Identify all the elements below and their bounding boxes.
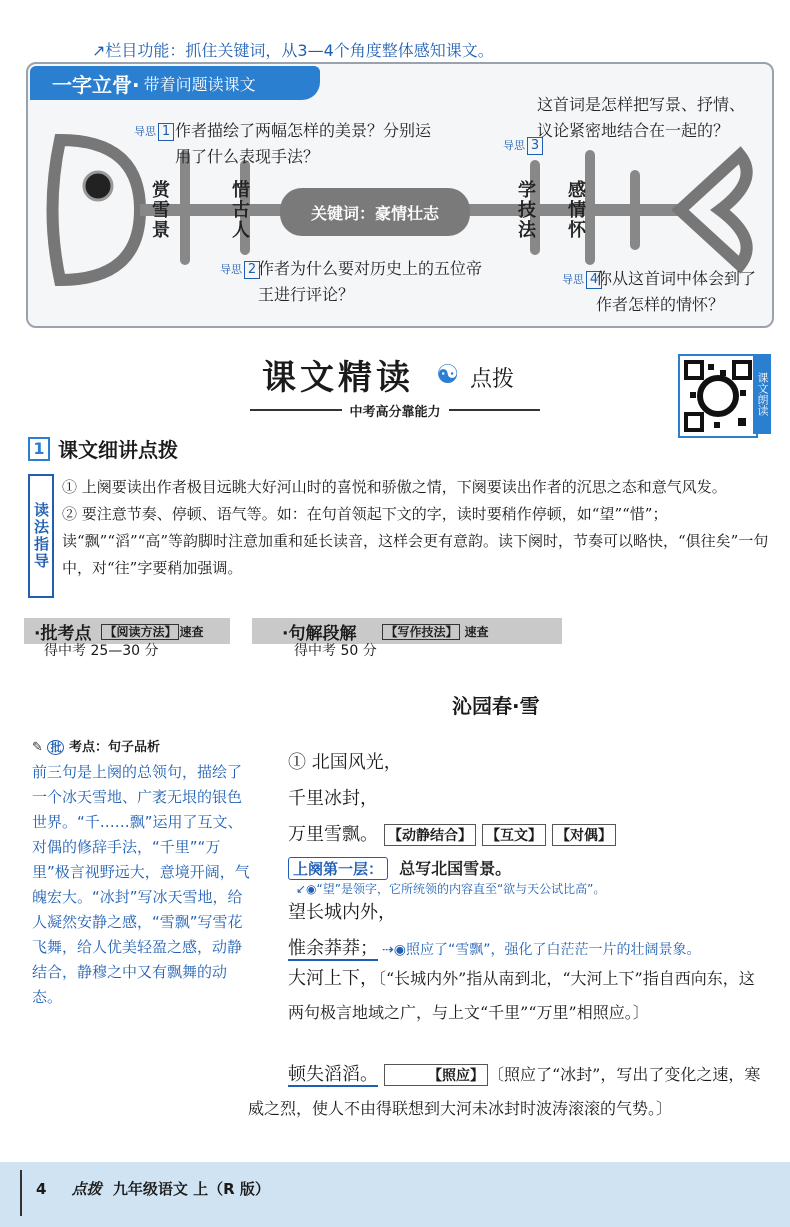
brand-logo: 点拨 [71,1180,102,1198]
arrow-icon: ↗ [92,41,106,60]
badge-intertext: 【互文】 [482,824,546,846]
tag-sub: 带着问题读课文 [143,74,256,94]
side-note-body: 前三句是上阕的总领句，描绘了一个冰天雪地、广袤无垠的银色世界。“千……飘”运用了互文、对偶的修辞手法，“千里”“万里”极言视野远大，意境开阔，气魄宏大。“冰封”写冰天雪地，给人凝然安静之感，“雪飘”写雪花飞舞，给人优美轻盈之感，动静结合，静穆之中又有飘舞的动态。 [32,763,250,1006]
page-subtitle: 点拨 [470,367,515,392]
bone-label-1: 赏雪景 [149,180,170,240]
handwritten-note-1: ↙◉“望”是领字，它所统领的内容直至“欲与天公试比高”。 [296,882,606,896]
poem-line-6: 大河上下，〔“长城内外”指从南到北，“大河上下”指自西向东，这两句极言地域之广，与上文“千里”“万里”相照应。〕 [288,968,755,1022]
poem-line-3: 万里雪飘。 【动静结合】 【互文】 【对偶】 [288,820,616,846]
book-title: 九年级语文 上（R 版） [112,1180,270,1198]
guide-item-2: ② 要注意节奏、停顿、语气等。如：在句首领起下文的字，读时要稍作停顿，如“望”“惜”；读“飘”“滔”“高”等韵脚时注意加重和延长读音，这样会更有意韵。读下阕时，节奏可以略快，“俱往矣”一句中，对“往”字要稍加强调。 [62,505,769,577]
pen-icon: ✎ [32,740,43,755]
qr-code-icon [680,356,756,436]
qr-code[interactable] [678,354,758,438]
question-2: 作者为什么要对历史上的五位帝王进行评论？ [258,259,483,304]
poem-line-4: 望长城内外， [288,902,396,923]
layer-heading: 上阕第一层： 总写北国雪景。 [288,856,511,880]
right-score: 得中考 50 分 [294,643,377,659]
poem-line-1: ① 北国风光， [288,752,402,773]
question-3: 这首词是怎样把写景、抒情、议论紧密地结合在一起的？ [537,95,746,140]
guide-q1: 导思 1 [134,120,174,141]
poem-line-7: 顿失滔滔。 【照应】 〔照应了“冰封”，写出了变化之速，寒威之烈，使人不由得联想到大河未冰封时波涛滚滚的气势。〕 [248,1064,761,1118]
keyword-pill: 关键词：豪情壮志 [280,188,470,236]
reading-guide-body [62,474,770,582]
bone-label-2: 惜古人 [229,180,250,240]
bone-label-4: 感情怀 [565,180,586,240]
tab-sentence-analysis: ·句解段解 【写作技法】 速查 [252,618,562,644]
reading-guide-label: 读法指导 [28,474,54,598]
guide-q3: 导思 3 [503,134,543,155]
page-number: 4 [36,1180,47,1198]
left-score: 得中考 25—30 分 [44,643,159,659]
badge-dynamic-static: 【动静结合】 [384,824,476,846]
question-4: 你从这首词中体会到了作者怎样的情怀？ [596,269,757,314]
footer-divider [20,1170,22,1216]
bone-label-3: 学技法 [515,180,536,240]
annotation-7: 〔照应了“冰封”，写出了变化之速，寒威之烈，使人不由得联想到大河未冰封时波涛滚滚的气势。〕 [248,1065,761,1118]
poem-line-5: 惟余莽莽； ⇢◉照应了“雪飘”，强化了白茫茫一片的壮阔景象。 [288,938,701,959]
footer [36,1178,270,1199]
section-heading: 1 课文细讲点拨 [28,434,178,463]
swirl-icon: ☯ [436,360,460,390]
column-function-note: ↗栏目功能：抓住关键词，从3—4个角度整体感知课文。 [92,41,494,60]
tab-annotation-points: ·批考点 【阅读方法】 速查 [24,618,230,644]
guide-q2: 导思 2 [220,258,260,279]
poem-title: 沁园春·雪 [452,694,540,718]
fish-tag [30,66,320,100]
qr-label: 课文朗读 [753,354,771,434]
side-note-heading: ✎ 批 考点：句子品析 [32,740,160,755]
question-1: 作者描绘了两幅怎样的美景？分别运用了什么表现手法？ [175,121,432,166]
annotation-6: 〔“长城内外”指从南到北，“大河上下”指自西向东，这两句极言地域之广，与上文“千里”“万里”相照应。〕 [288,969,755,1022]
tag-main: 一字立骨· [52,72,140,97]
guide-item-1: ① 上阕要读出作者极目远眺大好河山时的喜悦和骄傲之情，下阕要读出作者的沉思之态和意气风发。 [62,478,727,496]
poem-line-2: 千里冰封， [288,788,378,809]
badge-antithesis: 【对偶】 [552,824,616,846]
page-title: 课文精读 [262,358,414,398]
badge-echo: 【照应】 [384,1064,488,1086]
tagline: 中考高分靠能力 [250,402,540,418]
guide-q4: 导思 4 [562,268,602,289]
